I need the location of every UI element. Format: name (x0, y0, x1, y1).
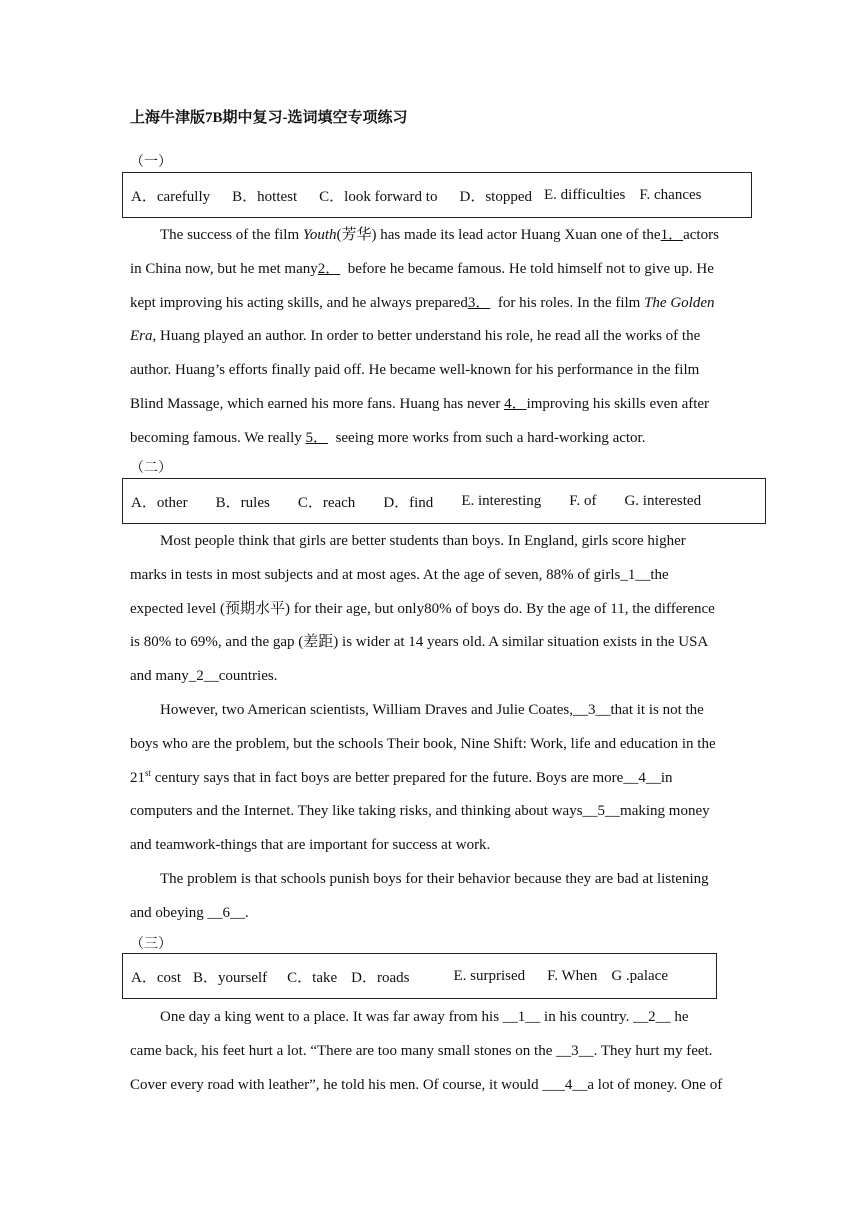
option: B．yourself (193, 969, 268, 986)
option: F. chances (639, 186, 702, 203)
option: E. difficulties (543, 186, 626, 203)
option: C．take (287, 969, 338, 986)
passage-line: and many_2__countries. (130, 668, 278, 685)
option: G .palace (611, 967, 668, 984)
passage-line: is 80% to 69%, and the gap (差距) is wider at 14 years old. A similar situation exists in the USA (130, 634, 709, 651)
passage-line: The problem is that schools punish boys for their behavior because they are bad at listening (160, 870, 709, 887)
blank-3: 3． (467, 294, 491, 311)
blank-2: 2． (317, 260, 341, 277)
option: C．look forward to (319, 188, 438, 205)
section-3-passage (130, 1001, 730, 1102)
passage-line: expected level (预期水平) for their age, but only80% of boys do. By the age of 11, the difference (130, 600, 715, 617)
passage-line: The success of the film Youth(芳华) has made its lead actor Huang Xuan one of the1．actors (160, 227, 719, 243)
passage-line: came back, his feet hurt a lot. “There are too many small stones on the __3__. They hurt my feet. (130, 1042, 713, 1059)
passage-line: and obeying __6__. (130, 904, 249, 921)
passage-line: and teamwork-things that are important for success at work. (130, 837, 491, 854)
blank-1: 1． (660, 227, 684, 243)
passage-line: Cover every road with leather”, he told his men. Of course, it would ___4__a lot of money. One of (130, 1076, 723, 1093)
passage-line: computers and the Internet. They like taking risks, and thinking about ways__5__making money (130, 803, 710, 820)
passage-line: kept improving his acting skills, and he always prepared3． for his roles. In the film The Golden (130, 294, 715, 311)
option: G. interested (624, 492, 702, 509)
passage-line: Blind Massage, which earned his more fans. Huang has never 4．improving his skills even after (130, 395, 710, 412)
passage-line: One day a king went to a place. It was far away from his __1__ in his country. __2__ he (160, 1009, 689, 1025)
passage-line: Most people think that girls are better students than boys. In England, girls score higher (160, 533, 686, 549)
option: A．carefully (131, 188, 211, 205)
option: E. surprised (453, 967, 526, 984)
option: F. When (547, 967, 598, 984)
option: C．reach (297, 494, 356, 511)
section-1-passage (130, 219, 730, 456)
passage-line: becoming famous. We really 5． seeing more works from such a hard-working actor. (130, 429, 646, 446)
option: E. interesting (461, 492, 542, 509)
passage-line: marks in tests in most subjects and at most ages. At the age of seven, 88% of girls_1__the (130, 566, 669, 583)
option: B．rules (215, 494, 270, 511)
section-1-word-bank (122, 172, 752, 218)
blank-4: 4． (504, 395, 527, 412)
passage-line: boys who are the problem, but the schools Their book, Nine Shift: Work, life and education in the (130, 735, 716, 752)
section-2-word-bank (122, 478, 766, 524)
option: A．other (131, 494, 188, 511)
section-3-word-bank (122, 953, 717, 999)
option: F. of (569, 492, 597, 509)
section-2-label: （二） (130, 461, 172, 476)
passage-line: Era, Huang played an author. In order to better understand his role, he read all the works of the (130, 328, 701, 345)
blank-5: 5． (305, 429, 329, 446)
option: D．find (383, 494, 434, 511)
passage-line: 21st century says that in fact boys are better prepared for the future. Boys are more__4__in (130, 767, 673, 786)
page-title: 上海牛津版7B期中复习-选词填空专项练习 (130, 110, 408, 126)
passage-line: author. Huang’s efforts finally paid off. He became well-known for his performance in the film (130, 362, 700, 379)
option: D．roads (351, 969, 410, 986)
section-3-label: （三） (130, 937, 172, 952)
passage-line: However, two American scientists, William Draves and Julie Coates,__3__that it is not the (160, 701, 704, 718)
option: D．stopped (459, 188, 532, 205)
section-1-label: （一） (130, 155, 172, 170)
section-2-passage (130, 525, 730, 931)
option: A．cost (131, 969, 181, 986)
option: B．hottest (232, 188, 298, 205)
passage-line: in China now, but he met many2． before he became famous. He told himself not to give up. He (130, 260, 714, 277)
